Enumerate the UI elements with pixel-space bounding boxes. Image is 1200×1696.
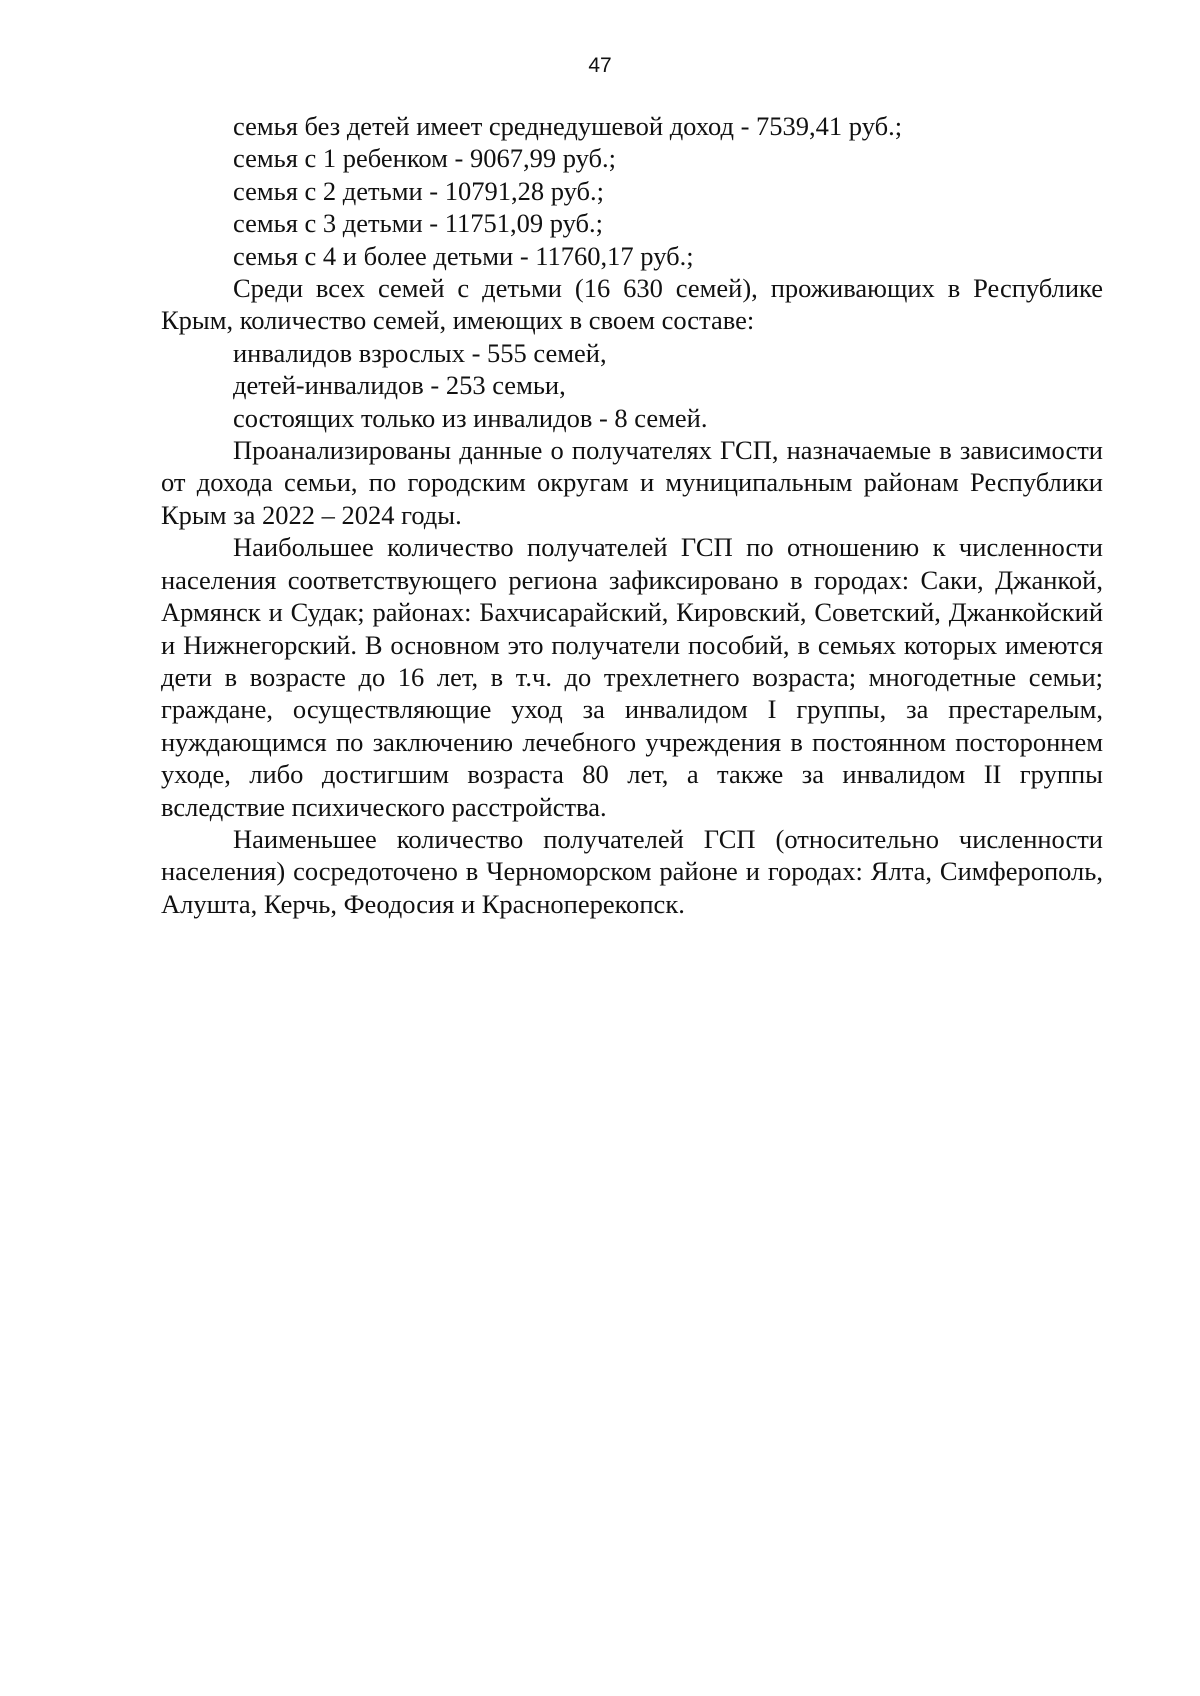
income-line-one-child: семья с 1 ребенком - 9067,99 руб.;: [233, 143, 617, 174]
families-intro-paragraph: Среди всех семей с детьми (16 630 семей), проживающих в Республике Крым, количество семей, имеющих в своем составе:: [161, 273, 1103, 336]
disability-line-adults: инвалидов взрослых - 555 семей,: [233, 337, 607, 368]
page-number: 47: [588, 54, 612, 77]
disability-line-only-disabled: состоящих только из инвалидов - 8 семей.: [233, 402, 708, 433]
income-line-three-children: семья с 3 детьми - 11751,09 руб.;: [233, 208, 604, 239]
document-body: [161, 110, 1103, 920]
largest-recipients-paragraph: Наибольшее количество получателей ГСП по отношению к численности населения соответствующего региона зафиксировано в городах: Саки, Джанкой, Армянск и Судак; районах: Бахчисарайский, Кировский, Советский, Джанкойский и Нижнегорский. В основном это получатели пособий, в семьях которых имеются дети в возрасте до 16 лет, в т.ч. до трехлетнего возраста; многодетные семьи; граждане, осуществляющие уход за инвалидом I группы, за престарелым, нуждающимся по заключению лечебного учреждения в постоянном постороннем уходе, либо достигшим возраста 80 лет, а также за инвалидом II группы вследствие психического расстройства.: [161, 532, 1103, 822]
income-line-no-children: семья без детей имеет среднедушевой доход - 7539,41 руб.;: [233, 111, 903, 141]
analysis-paragraph: Проанализированы данные о получателях ГСП, назначаемые в зависимости от дохода семьи, по городским округам и муниципальным районам Республики Крым за 2022 – 2024 годы.: [161, 435, 1103, 530]
smallest-recipients-paragraph: Наименьшее количество получателей ГСП (относительно численности населения) сосредоточено в Черноморском районе и городах: Ялта, Симферополь, Алушта, Керчь, Феодосия и Красноперекопск.: [161, 823, 1103, 919]
income-line-four-plus-children: семья с 4 и более детьми - 11760,17 руб.;: [233, 240, 694, 271]
income-line-two-children: семья с 2 детьми - 10791,28 руб.;: [233, 175, 604, 206]
disability-line-children: детей-инвалидов - 253 семьи,: [233, 370, 566, 401]
